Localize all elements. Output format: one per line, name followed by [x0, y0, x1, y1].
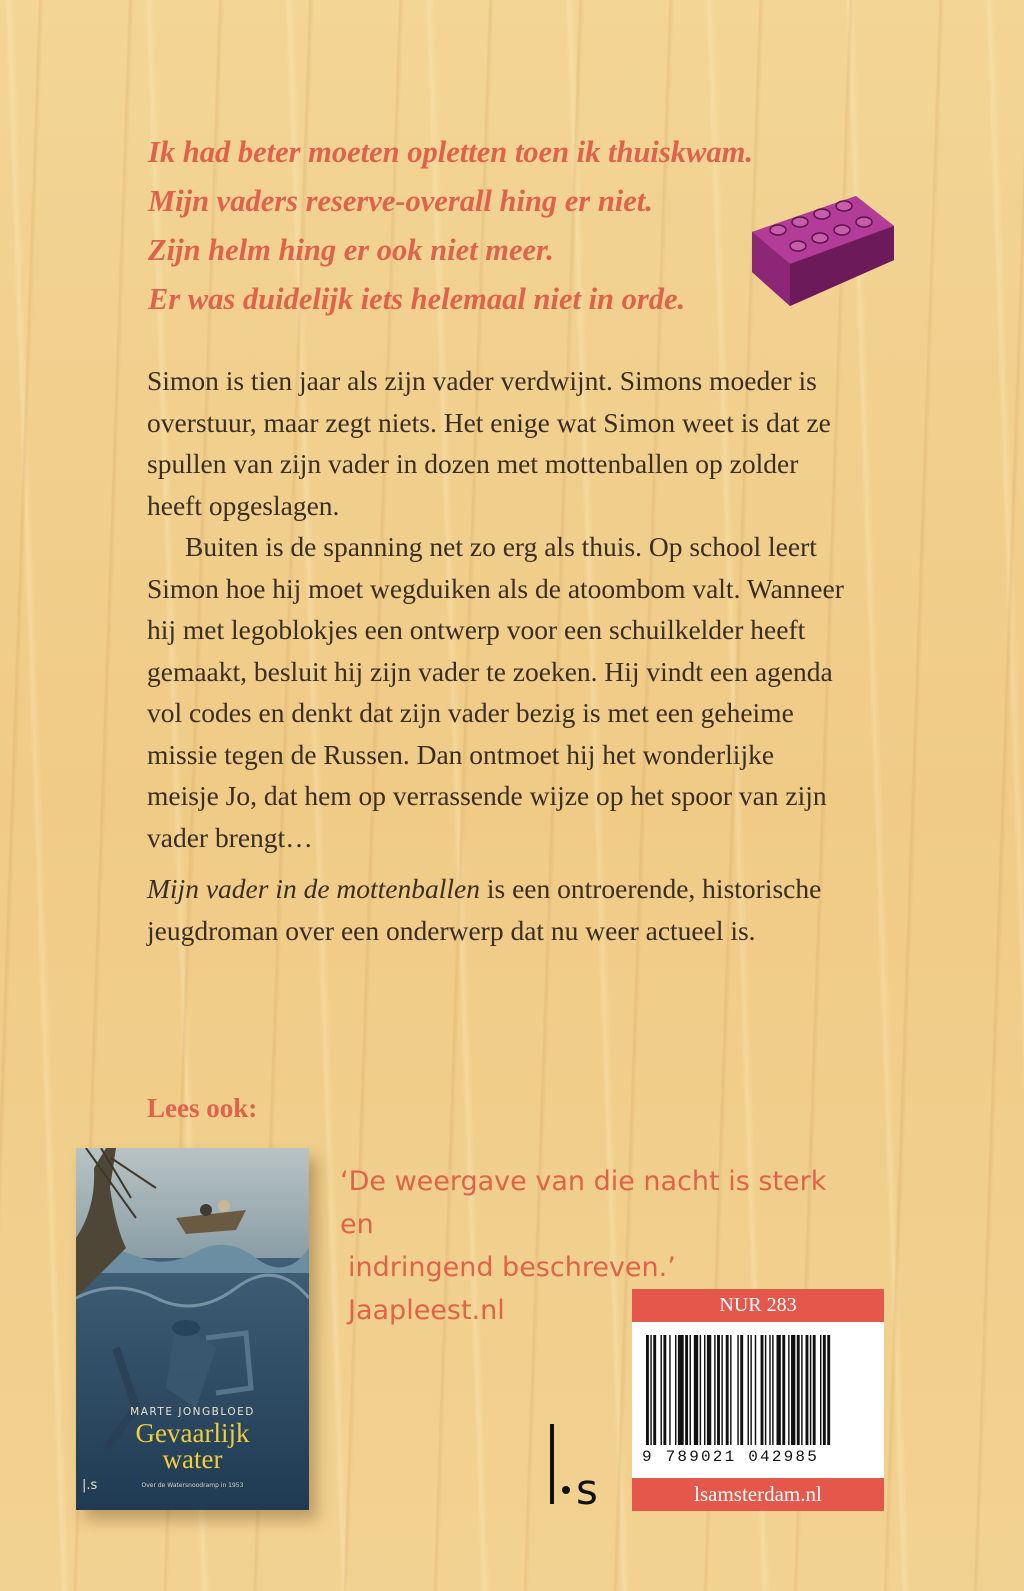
barcode-bar	[788, 1335, 789, 1445]
barcode-bar	[820, 1335, 821, 1445]
barcode-bar	[801, 1335, 802, 1445]
barcode-bar	[678, 1335, 684, 1445]
barcode-bar	[726, 1335, 729, 1445]
svg-text:s: s	[576, 1465, 598, 1510]
intro-line-2: Mijn vaders reserve-overall hing er niet.	[148, 184, 653, 218]
blurb-paragraph-3	[147, 868, 847, 951]
isbn-barcode	[646, 1335, 872, 1445]
barcode-bar	[650, 1335, 651, 1445]
publisher-website[interactable]: lsamsterdam.nl	[632, 1478, 884, 1511]
barcode-bar	[707, 1335, 711, 1445]
barcode-bar	[755, 1335, 756, 1445]
related-book-cover[interactable]	[76, 1148, 309, 1510]
barcode-bar	[714, 1335, 715, 1445]
cover-subtitle: Over de Watersnoodramp in 1953	[141, 1482, 244, 1489]
intro-line-4: Er was duidelijk iets helemaal niet in orde.	[148, 282, 686, 316]
barcode-bar	[769, 1335, 770, 1445]
quote-line-1: ‘De weergave van die nacht is sterk en	[340, 1166, 827, 1240]
barcode-bar	[772, 1335, 773, 1445]
barcode-bar	[750, 1335, 751, 1445]
blurb-paragraph-1: Simon is tien jaar als zijn vader verdwijnt. Simons moeder is overstuur, maar zegt niets. Het enige wat Simon weet is dat ze spullen van zijn vader in dozen met mottenballen op zolder heeft opgeslagen.	[147, 365, 831, 521]
lees-ook-heading: Lees ook:	[147, 1093, 258, 1123]
barcode-bar	[748, 1335, 749, 1445]
barcode-bar	[675, 1335, 676, 1445]
barcode-bar	[765, 1335, 766, 1445]
barcode-bar	[663, 1335, 666, 1445]
barcode-bar	[700, 1335, 701, 1445]
barcode-bar	[782, 1335, 785, 1445]
barcode-bar	[653, 1335, 656, 1445]
cover-title	[76, 1420, 309, 1472]
blurb-paragraph-2: Buiten is de spanning net zo erg als thuis. Op school leert Simon hoe hij moet wegduiken als de atoombom valt. Wanneer hij met legoblokjes een ontwerp voor een schuilkelder heeft gemaakt, besluit hij zijn vader te zoeken. Hij vindt een agenda vol codes en denkt dat zijn vader bezig is met een geheime missie tegen de Russen. Dan ontmoet hij het wonderlijke meisje Jo, dat hem op verrassende wijze op het spoor van zijn vader brengt…	[147, 531, 844, 853]
barcode-bar	[740, 1335, 743, 1445]
barcode-bar	[791, 1335, 795, 1445]
barcode-bar	[721, 1335, 722, 1445]
barcode-bar	[797, 1335, 800, 1445]
barcode-bar	[761, 1335, 764, 1445]
barcode-bar	[813, 1335, 816, 1445]
intro-quote	[148, 128, 828, 324]
barcode-bar	[827, 1335, 830, 1445]
barcode-bar	[806, 1335, 809, 1445]
cover-title-line-2: water	[162, 1444, 223, 1474]
barcode-bar	[717, 1335, 720, 1445]
barcode-bar	[661, 1335, 662, 1445]
blurb	[147, 360, 847, 951]
barcode-panel	[632, 1289, 884, 1511]
barcode-bar	[685, 1335, 688, 1445]
cover-publisher-logo: |.s	[82, 1478, 98, 1493]
barcode-bar	[737, 1335, 738, 1445]
barcode-bar	[704, 1335, 705, 1445]
barcode-bar	[777, 1335, 781, 1445]
lego-brick-illustration	[744, 188, 900, 312]
book-title-italic: Mijn vader in de mottenballen	[147, 873, 480, 904]
quote-line-2: indringend beschreven.’	[348, 1252, 676, 1283]
blurb-paragraph-3-rest: is een ontroerende, historische jeugdroman over een onderwerp dat nu weer actueel is.	[147, 873, 822, 946]
cover-author: MARTE JONGBLOED	[130, 1406, 255, 1418]
barcode-bar	[810, 1335, 811, 1445]
cover-title-line-1: Gevaarlijk	[135, 1418, 250, 1448]
barcode-bar	[690, 1335, 691, 1445]
intro-line-1: Ik had beter moeten opletten toen ik thuiskwam.	[148, 135, 753, 169]
publisher-logo	[548, 1420, 618, 1510]
barcode-bar	[730, 1335, 731, 1445]
nur-code: NUR 283	[632, 1289, 884, 1322]
intro-line-3: Zijn helm hing er ook niet meer.	[148, 233, 554, 267]
quote-source: Jaapleest.nl	[348, 1295, 505, 1326]
barcode-bar	[823, 1335, 826, 1445]
barcode-bar	[694, 1335, 698, 1445]
barcode-bar	[646, 1335, 649, 1445]
isbn-number: 9 789021 042985	[642, 1448, 820, 1466]
barcode-bar	[669, 1335, 670, 1445]
